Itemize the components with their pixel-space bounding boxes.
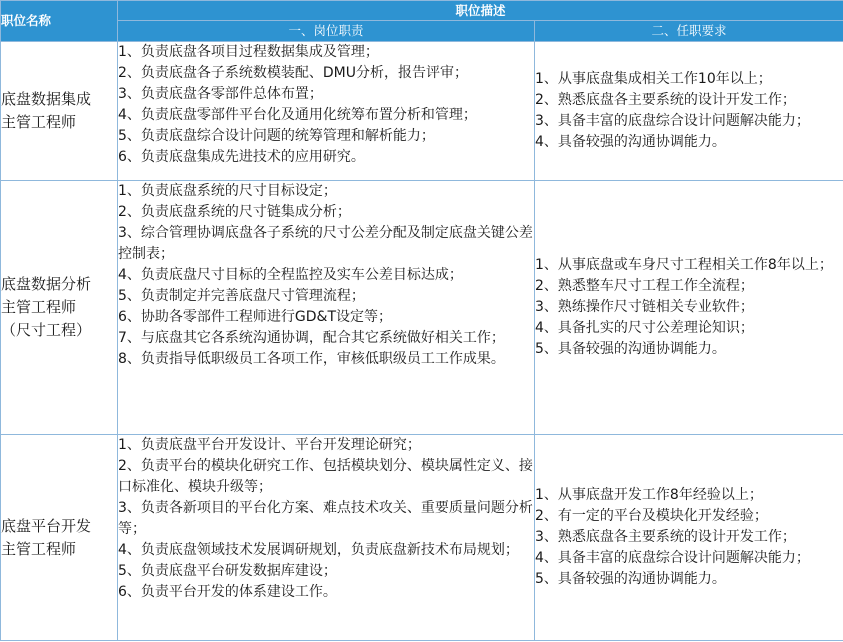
duty-item: 4、负责底盘尺寸目标的全程监控及实车公差目标达成； <box>118 267 463 283</box>
duty-item: 1、负责底盘平台开发设计、平台开发理论研究； <box>118 437 421 453</box>
duties-cell <box>118 181 535 435</box>
requirement-item: 3、熟悉底盘各主要系统的设计开发工作； <box>535 529 796 545</box>
duty-item: 3、综合管理协调底盘各子系统的尺寸公差分配及制定底盘关键公差控制表； <box>118 225 533 262</box>
requirement-item: 2、有一定的平台及模块化开发经验； <box>535 508 768 524</box>
job-title: 底盘数据集成 主管工程师 <box>1 42 118 181</box>
requirement-item: 4、具备扎实的尺寸公差理论知识； <box>535 320 754 336</box>
requirement-item: 1、从事底盘或车身尺寸工程相关工作8年以上； <box>535 257 833 273</box>
duty-item: 6、协助各零部件工程师进行GD&T设定等； <box>118 309 393 325</box>
duties-cell <box>118 435 535 641</box>
duty-item: 6、负责底盘集成先进技术的应用研究。 <box>118 149 365 165</box>
duty-item: 1、负责底盘各项目过程数据集成及管理； <box>118 44 379 60</box>
duty-item: 2、负责底盘系统的尺寸链集成分析； <box>118 204 351 220</box>
duty-item: 3、负责底盘各零部件总体布置； <box>118 86 323 102</box>
duty-item: 1、负责底盘系统的尺寸目标设定； <box>118 183 337 199</box>
requirements-cell <box>535 181 843 435</box>
duty-item: 2、负责平台的模块化研究工作、包括模块划分、模块属性定义、接口标准化、模块升级等； <box>118 458 533 495</box>
duty-item: 5、负责底盘综合设计问题的统筹管理和解析能力； <box>118 128 435 144</box>
table-row <box>1 181 843 435</box>
duty-item: 8、负责指导低职级员工各项工作，审核低职级员工工作成果。 <box>118 351 505 367</box>
duty-item: 5、负责制定并完善底盘尺寸管理流程； <box>118 288 365 304</box>
header-job-title: 职位名称 <box>1 1 118 42</box>
job-title: 底盘平台开发 主管工程师 <box>1 435 118 641</box>
table-row <box>1 435 843 641</box>
requirement-item: 3、熟练操作尺寸链相关专业软件； <box>535 299 754 315</box>
duty-item: 7、与底盘其它各系统沟通协调，配合其它系统做好相关工作； <box>118 330 505 346</box>
header-row <box>1 1 843 21</box>
requirements-cell <box>535 42 843 181</box>
requirement-item: 2、熟悉底盘各主要系统的设计开发工作； <box>535 92 796 108</box>
duty-item: 5、负责底盘平台研发数据库建设； <box>118 563 337 579</box>
duty-item: 4、负责底盘零部件平台化及通用化统筹布置分析和管理； <box>118 107 477 123</box>
requirement-item: 1、从事底盘开发工作8年经验以上； <box>535 487 763 503</box>
requirement-item: 3、具备丰富的底盘综合设计问题解决能力； <box>535 113 810 129</box>
requirement-item: 2、熟悉整车尺寸工程工作全流程； <box>535 278 754 294</box>
duty-item: 6、负责平台开发的体系建设工作。 <box>118 584 337 600</box>
requirement-item: 5、具备较强的沟通协调能力。 <box>535 341 726 357</box>
header-duties: 一、岗位职责 <box>118 21 535 42</box>
requirement-item: 5、具备较强的沟通协调能力。 <box>535 571 726 587</box>
table-row <box>1 42 843 181</box>
requirement-item: 4、具备较强的沟通协调能力。 <box>535 134 726 150</box>
duty-item: 3、负责各新项目的平台化方案、难点技术攻关、重要质量问题分析等； <box>118 500 533 537</box>
subheader-row <box>1 21 843 42</box>
duty-item: 4、负责底盘领域技术发展调研规划，负责底盘新技术布局规划； <box>118 542 519 558</box>
requirements-cell <box>535 435 843 641</box>
header-job-description: 职位描述 <box>118 1 843 21</box>
requirement-item: 4、具备丰富的底盘综合设计问题解决能力； <box>535 550 810 566</box>
requirement-item: 1、从事底盘集成相关工作10年以上； <box>535 71 772 87</box>
header-requirements: 二、任职要求 <box>535 21 843 42</box>
duty-item: 2、负责底盘各子系统数模装配、DMU分析，报告评审； <box>118 65 469 81</box>
duties-cell <box>118 42 535 181</box>
job-title: 底盘数据分析 主管工程师 （尺寸工程） <box>1 181 118 435</box>
